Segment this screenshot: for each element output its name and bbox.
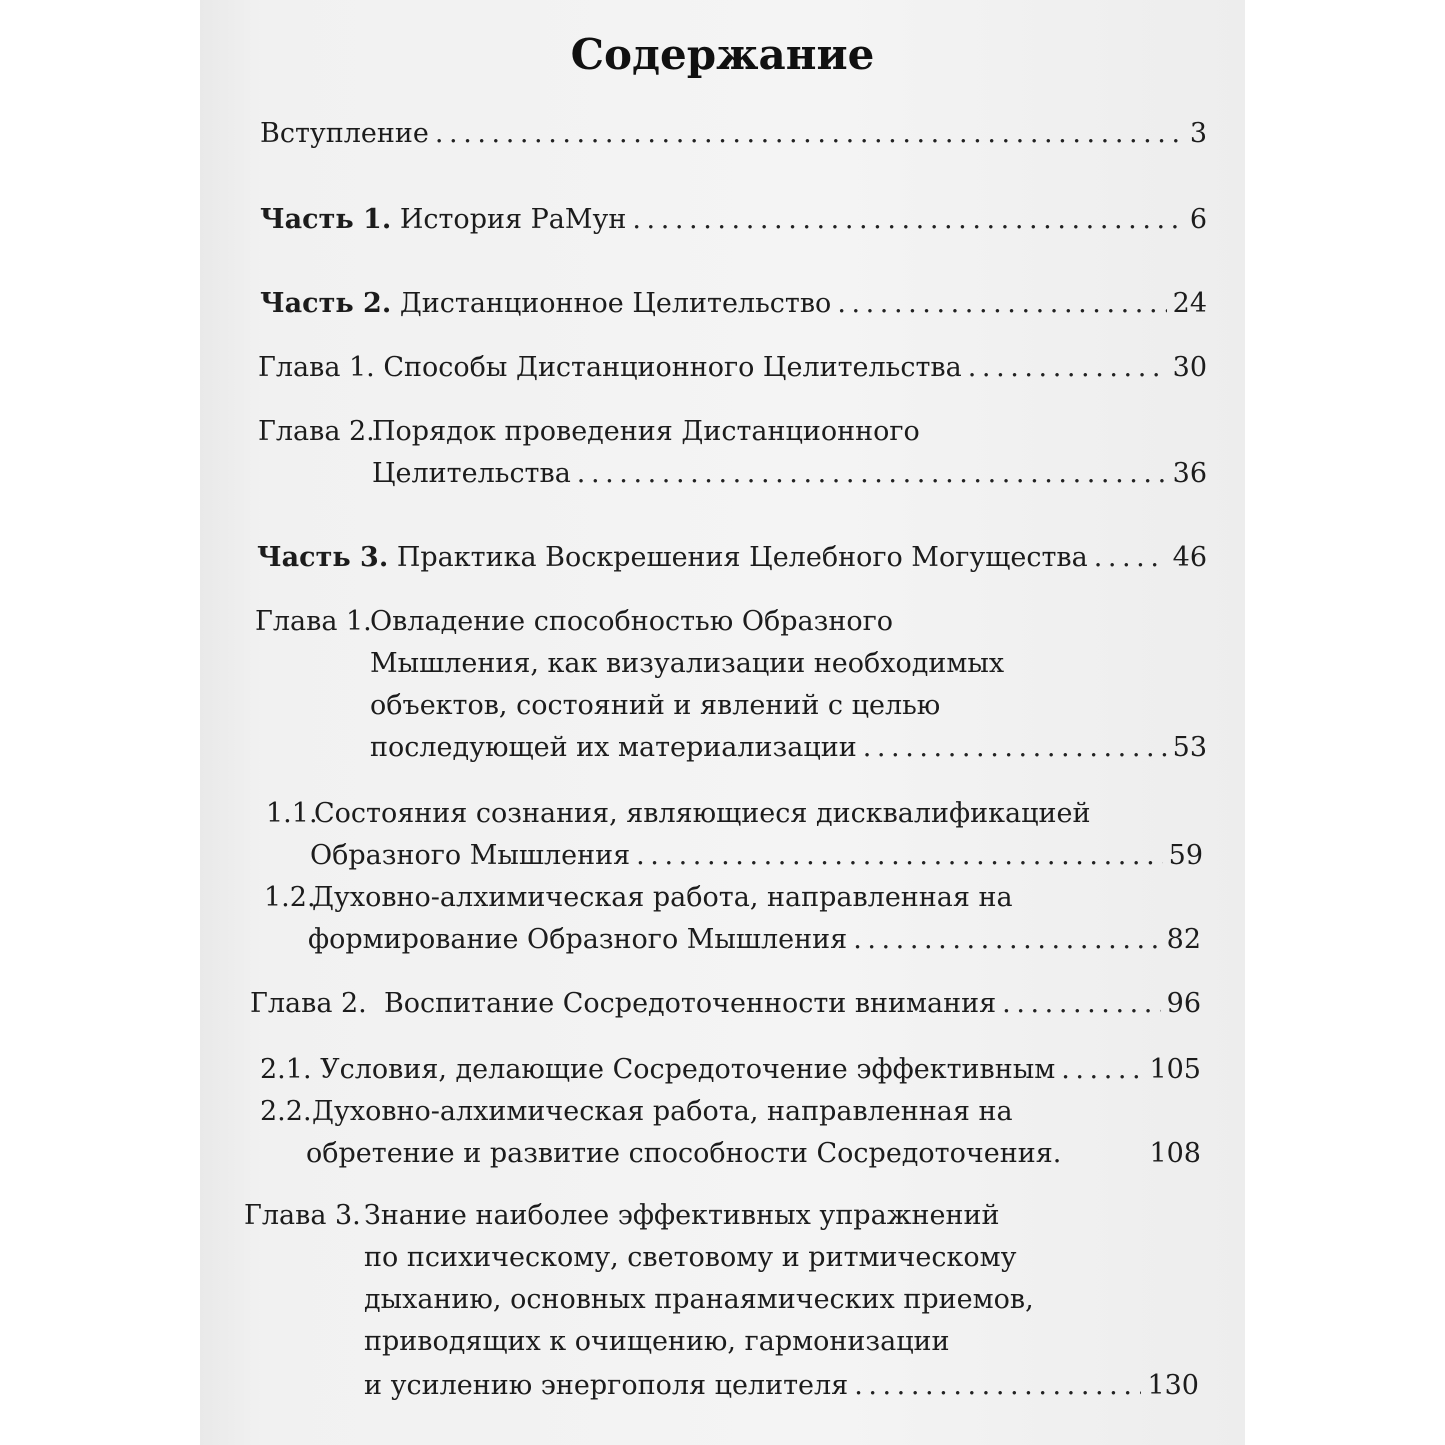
toc-entry <box>260 1054 1201 1085</box>
toc-entry <box>260 118 1207 149</box>
toc-entry-title: История РаМун <box>399 204 627 235</box>
dot-leader <box>1002 988 1160 1019</box>
toc-entry-title-cont: объектов, состояний и явлений с целью <box>370 690 941 721</box>
toc-entry <box>370 732 1207 763</box>
dot-leader <box>853 924 1160 955</box>
toc-entry-title-cont: и усилению энергополя целителя <box>364 1370 849 1401</box>
toc-page-number: 108 <box>1149 1138 1201 1169</box>
toc-entry-title: Условия, делающие Сосредоточение эффективным <box>320 1054 1056 1085</box>
toc-entry-title: Практика Воскрешения Целебного Могущества <box>396 542 1088 573</box>
toc-page-number: 24 <box>1172 288 1207 319</box>
dot-leader <box>435 118 1184 149</box>
toc-entry-title: Овладение способностью Образного <box>370 606 893 637</box>
toc-page-number: 53 <box>1172 732 1207 763</box>
toc-entry-title-cont: Мышления, как визуализации необходимых <box>370 648 1005 679</box>
toc-entry-prefix: Глава 1. <box>255 606 372 637</box>
toc-entry-prefix: Глава 3. <box>244 1200 361 1231</box>
toc-entry-title-cont: приводящих к очищению, гармонизации <box>364 1326 950 1357</box>
toc-entry-title: Знание наиболее эффективных упражнений <box>364 1200 1000 1231</box>
dot-leader <box>1094 542 1167 573</box>
toc-page-number: 46 <box>1172 542 1207 573</box>
toc-entry-title: Дистанционное Целительство <box>399 288 832 319</box>
toc-entry-prefix: 1.1. <box>266 798 318 829</box>
dot-leader <box>577 458 1167 489</box>
toc-entry-prefix: 2.1. <box>260 1054 312 1085</box>
toc-page-number: 3 <box>1189 118 1207 149</box>
toc-page-number: 36 <box>1172 458 1207 489</box>
toc-entry-prefix: Часть 3. <box>257 542 389 573</box>
toc-page-number: 105 <box>1149 1054 1201 1085</box>
toc-entry <box>308 924 1201 955</box>
dot-leader <box>636 840 1163 871</box>
toc-entry <box>257 542 1207 573</box>
toc-entry <box>260 288 1207 319</box>
toc-entry-prefix: Глава 2. <box>258 416 375 447</box>
toc-page-number: 82 <box>1166 924 1201 955</box>
toc-entry-prefix: Глава 1. <box>258 352 375 383</box>
toc-page-number: 130 <box>1147 1370 1199 1401</box>
toc-entry-title-cont: дыханию, основных пранаямических приемов, <box>364 1284 1034 1315</box>
toc-entry <box>364 1370 1199 1401</box>
toc-page-number: 96 <box>1166 988 1201 1019</box>
toc-entry-title-cont: обретение и развитие способности Сосредоточения. <box>306 1138 1062 1169</box>
toc-entry-title: Духовно-алхимическая работа, направленная на <box>312 882 1013 913</box>
toc-entry-title: Способы Дистанционного Целительства <box>383 352 962 383</box>
toc-entry-title: Вступление <box>260 118 429 149</box>
toc-entry-title: Воспитание Сосредоточенности внимания <box>383 988 997 1019</box>
toc-entry-prefix: Глава 2. <box>250 988 367 1019</box>
dot-leader <box>1061 1054 1143 1085</box>
toc-entry-title: Духовно-алхимическая работа, направленная на <box>312 1096 1013 1127</box>
book-page <box>200 0 1245 1445</box>
toc-entry-title-cont: Целительства <box>372 458 571 489</box>
dot-leader <box>968 352 1167 383</box>
toc-entry-title-cont: по психическому, световому и ритмическому <box>364 1242 1017 1273</box>
toc-entry-prefix: Часть 1. <box>260 204 392 235</box>
toc-entry-prefix: 1.2. <box>264 882 316 913</box>
toc-entry <box>250 988 1201 1019</box>
dot-leader <box>632 204 1183 235</box>
toc-entry-title-cont: Образного Мышления <box>310 840 631 871</box>
toc-entry <box>372 458 1207 489</box>
dot-leader <box>863 732 1167 763</box>
page-title: Содержание <box>570 30 875 79</box>
toc-entry <box>310 840 1203 871</box>
toc-entry-prefix: Часть 2. <box>260 288 392 319</box>
toc-page-number: 30 <box>1172 352 1207 383</box>
toc-entry <box>258 352 1207 383</box>
toc-entry-prefix: 2.2. <box>260 1096 312 1127</box>
toc-page-number: 59 <box>1168 840 1203 871</box>
dot-leader <box>837 288 1166 319</box>
toc-entry-title-cont: последующей их материализации <box>370 732 857 763</box>
toc-entry-title: Порядок проведения Дистанционного <box>372 416 920 447</box>
dot-leader <box>854 1370 1141 1401</box>
toc-entry-title-cont: формирование Образного Мышления <box>308 924 848 955</box>
toc-page-number: 6 <box>1189 204 1207 235</box>
toc-entry <box>260 204 1207 235</box>
toc-entry-title: Состояния сознания, являющиеся дисквалификацией <box>314 798 1091 829</box>
